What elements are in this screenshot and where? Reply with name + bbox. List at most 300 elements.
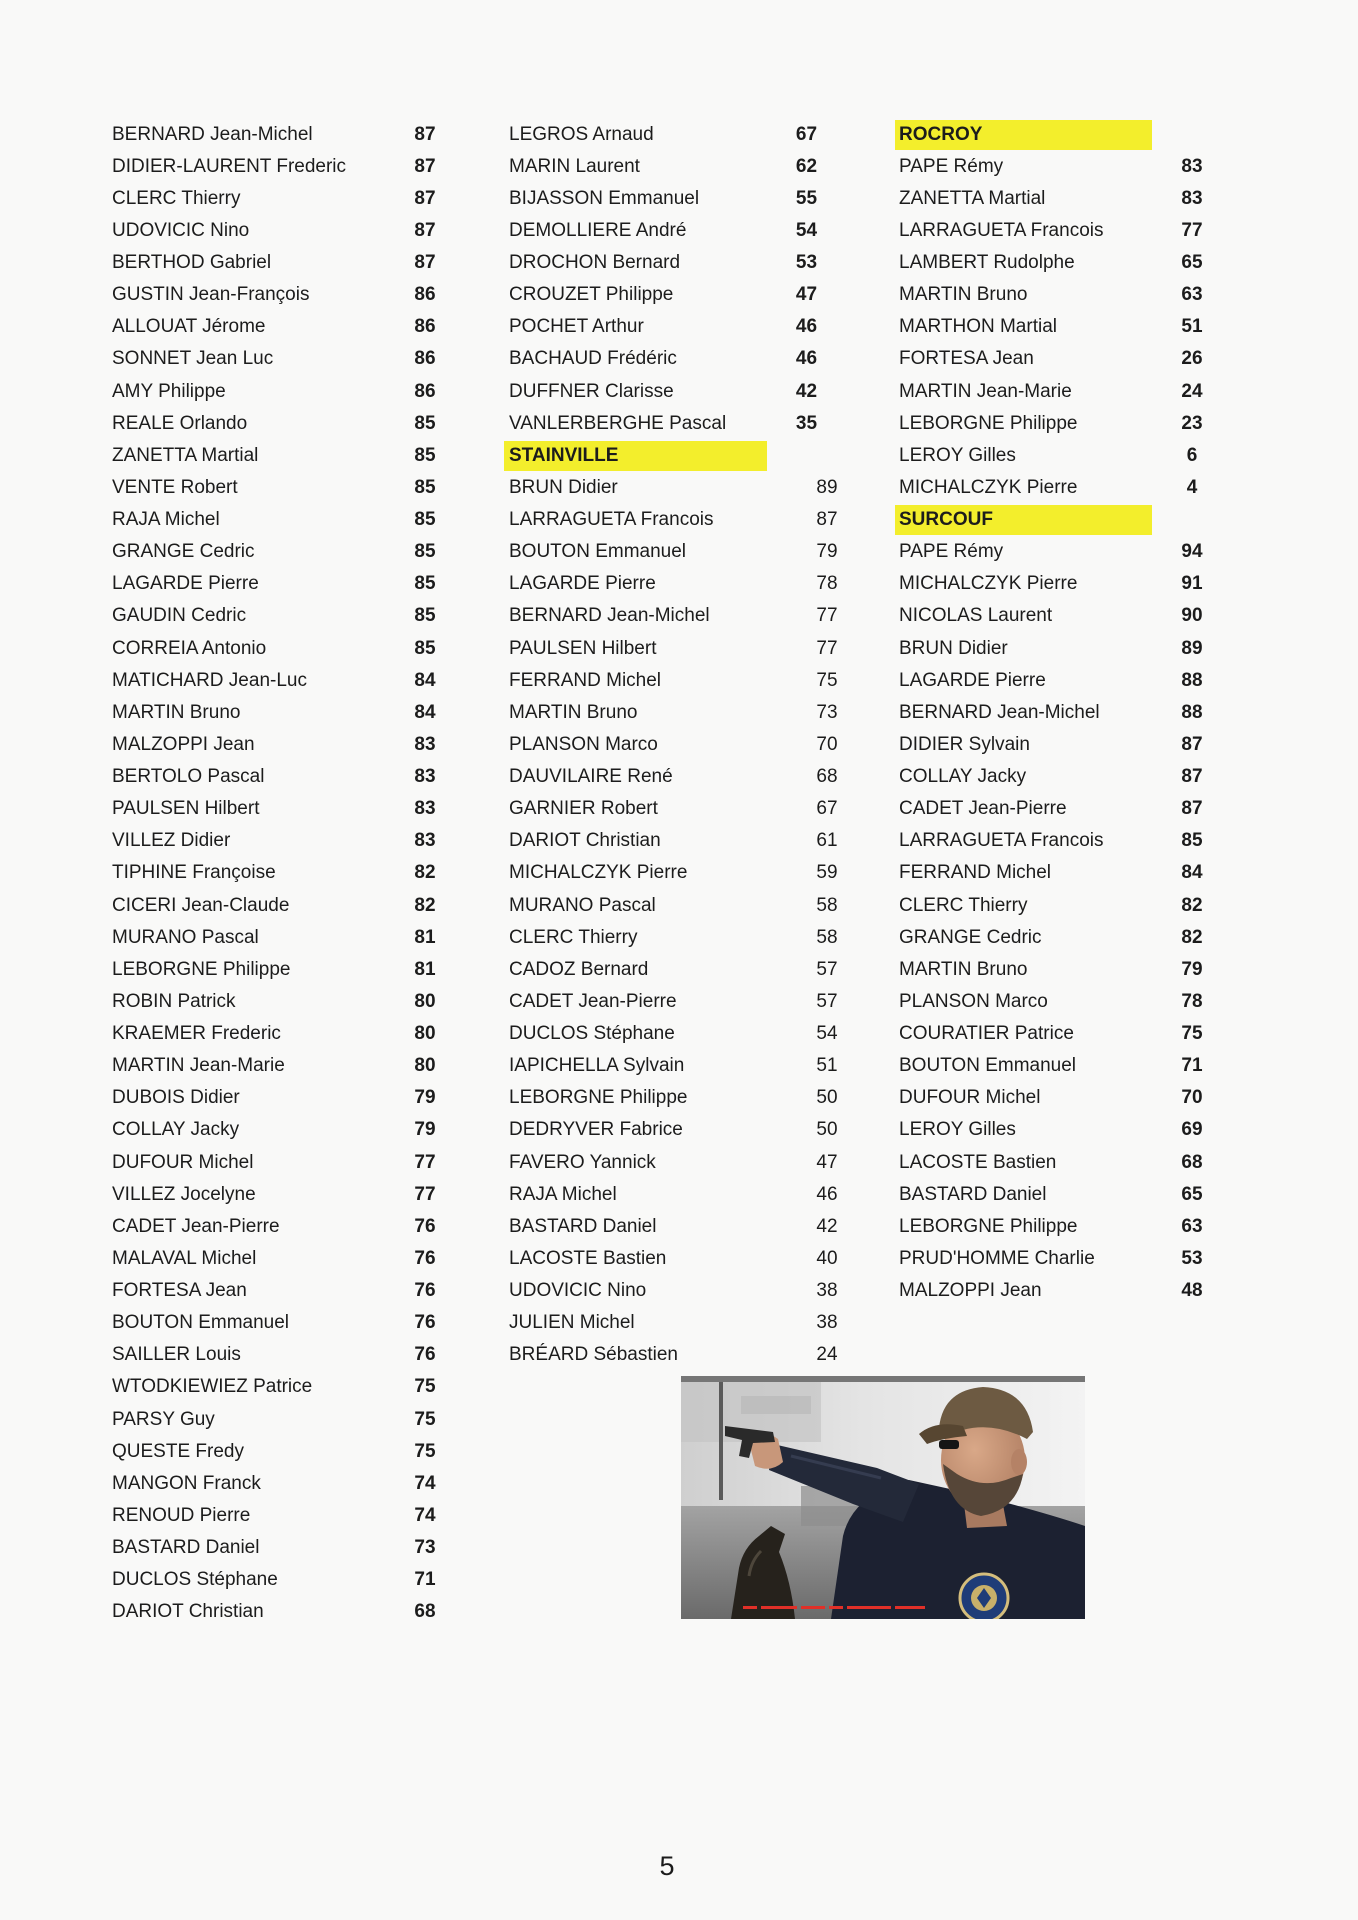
shooter-name: FAVERO Yannick xyxy=(509,1151,656,1173)
score-row xyxy=(112,343,440,375)
shooter-name: LEBORGNE Philippe xyxy=(112,958,291,980)
score-row xyxy=(899,986,1207,1018)
shooter-score: 85 xyxy=(414,637,436,659)
shooter-name: LARRAGUETA Francois xyxy=(509,509,714,530)
shooter-name: VENTE Robert xyxy=(112,476,238,498)
score-row xyxy=(509,986,842,1018)
shooter-name: FORTESA Jean xyxy=(112,1280,247,1301)
shooter-score: 87 xyxy=(414,123,436,145)
shooter-score: 86 xyxy=(414,316,436,338)
score-row xyxy=(899,1018,1207,1050)
shooter-name: PAULSEN Hilbert xyxy=(112,798,260,820)
shooter-name: DUFOUR Michel xyxy=(899,1087,1041,1109)
shooter-score: 65 xyxy=(1181,252,1203,273)
shooter-name: WTODKIEWIEZ Patrice xyxy=(112,1376,313,1398)
score-row xyxy=(509,761,842,793)
shooter-name: BERNARD Jean-Michel xyxy=(112,123,313,145)
shooter-name: COLLAY Jacky xyxy=(899,766,1027,787)
shooter-name: BASTARD Daniel xyxy=(112,1537,260,1558)
score-row xyxy=(899,633,1207,665)
score-row xyxy=(509,1339,842,1371)
shooter-name: TIPHINE Françoise xyxy=(112,862,276,884)
shooter-score: 75 xyxy=(816,669,838,691)
shooter-name: RENOUD Pierre xyxy=(112,1504,251,1526)
shooter-score: 53 xyxy=(795,252,818,273)
shooter-name: LEROY Gilles xyxy=(899,1119,1016,1141)
shooter-name: MANGON Franck xyxy=(112,1472,261,1494)
shooter-score: 77 xyxy=(816,605,838,627)
score-row xyxy=(509,857,842,889)
shooter-score: 63 xyxy=(1181,1215,1203,1237)
score-row xyxy=(112,1147,440,1179)
shooter-score: 86 xyxy=(414,380,436,402)
score-row xyxy=(509,1050,842,1082)
score-row xyxy=(112,1082,440,1114)
shooter-score: 87 xyxy=(1181,798,1203,820)
shooter-score: 87 xyxy=(414,252,436,273)
shooter-name: BRUN Didier xyxy=(899,637,1008,659)
shooter-score: 82 xyxy=(1181,894,1203,916)
score-row xyxy=(112,119,440,151)
score-row xyxy=(112,1018,440,1050)
score-row xyxy=(509,1114,842,1146)
shooter-score: 80 xyxy=(414,1023,436,1044)
score-row xyxy=(899,793,1207,825)
shooter-name: DUCLOS Stéphane xyxy=(509,1023,675,1044)
score-row xyxy=(112,857,440,889)
shooter-score: 94 xyxy=(1181,541,1203,563)
shooter-score: 78 xyxy=(816,573,838,595)
shooter-name: CADET Jean-Pierre xyxy=(509,990,677,1012)
shooter-score: 63 xyxy=(1181,284,1203,306)
score-row xyxy=(112,1339,440,1371)
score-row xyxy=(509,890,842,922)
score-row xyxy=(509,536,842,568)
score-row xyxy=(509,954,842,986)
score-row xyxy=(509,793,842,825)
shooter-score: 88 xyxy=(1181,669,1203,691)
shooter-score: 46 xyxy=(795,348,818,370)
shooter-score: 80 xyxy=(414,990,436,1012)
shooter-score: 46 xyxy=(795,316,818,338)
shooter-score: 74 xyxy=(414,1504,436,1526)
shooter-name: UDOVICIC Nino xyxy=(112,219,250,241)
shooter-name: VILLEZ Didier xyxy=(112,830,231,852)
shooter-name: MATICHARD Jean-Luc xyxy=(112,669,307,691)
shooter-name: CROUZET Philippe xyxy=(509,284,674,306)
shooter-score: 75 xyxy=(414,1408,436,1430)
shooter-name: SAILLER Louis xyxy=(112,1344,241,1366)
shooter-score: 54 xyxy=(816,1023,838,1044)
shooter-name: BOUTON Emmanuel xyxy=(509,541,687,563)
score-row xyxy=(899,1275,1207,1307)
score-row xyxy=(112,1371,440,1403)
score-row xyxy=(899,697,1207,729)
shooter-name: CORREIA Antonio xyxy=(112,637,267,659)
score-row xyxy=(899,568,1207,600)
shooter-score: 51 xyxy=(1181,316,1203,338)
shooter-score: 55 xyxy=(795,187,818,209)
surcouf-section xyxy=(899,505,1207,1307)
score-row xyxy=(112,1307,440,1339)
shooter-name: MARTHON Martial xyxy=(899,316,1057,338)
shooter-score: 48 xyxy=(1181,1280,1203,1301)
shooter-score: 62 xyxy=(795,155,818,177)
score-row xyxy=(112,568,440,600)
score-row xyxy=(112,633,440,665)
club-header: SURCOUF xyxy=(895,505,1152,535)
shooter-name: CLERC Thierry xyxy=(112,187,241,209)
shooter-score: 77 xyxy=(414,1183,436,1205)
shooter-name: POCHET Arthur xyxy=(509,316,644,338)
shooter-name: DUFOUR Michel xyxy=(112,1151,254,1173)
shooter-score: 78 xyxy=(1181,990,1203,1012)
shooter-score: 81 xyxy=(414,926,436,948)
shooter-name: BOUTON Emmanuel xyxy=(899,1055,1077,1077)
shooter-score: 76 xyxy=(414,1280,436,1301)
shooter-name: MARTIN Bruno xyxy=(899,284,1028,306)
shooter-name: VANLERBERGHE Pascal xyxy=(509,412,727,434)
score-row xyxy=(112,1564,440,1596)
shooter-name: BIJASSON Emmanuel xyxy=(509,187,700,209)
shooter-score: 75 xyxy=(414,1440,436,1462)
shooter-name: CADET Jean-Pierre xyxy=(112,1215,280,1237)
shooter-score: 50 xyxy=(816,1119,838,1141)
shooter-score: 76 xyxy=(414,1247,436,1269)
shooter-name: SONNET Jean Luc xyxy=(112,348,274,370)
score-row xyxy=(899,440,1207,472)
score-row xyxy=(899,890,1207,922)
shooter-name: LEGROS Arnaud xyxy=(509,123,654,145)
shooter-score: 59 xyxy=(816,862,838,884)
shooter-score: 38 xyxy=(816,1280,838,1301)
score-row xyxy=(112,600,440,632)
score-row xyxy=(509,922,842,954)
page-number: 5 xyxy=(659,1851,675,1881)
shooter-name: LAGARDE Pierre xyxy=(112,573,259,595)
shooter-score: 77 xyxy=(414,1151,436,1173)
shooter-score: 86 xyxy=(414,284,436,306)
shooter-name: PARSY Guy xyxy=(112,1408,215,1430)
shooter-name: COLLAY Jacky xyxy=(112,1119,240,1141)
shooter-score: 42 xyxy=(795,380,818,402)
score-row xyxy=(112,729,440,761)
score-row xyxy=(112,1596,440,1628)
shooter-score: 46 xyxy=(816,1183,838,1205)
score-row xyxy=(509,215,842,247)
shooter-score: 84 xyxy=(414,669,436,691)
shooter-name: AMY Philippe xyxy=(112,380,226,402)
shooter-name: FORTESA Jean xyxy=(899,348,1034,370)
shooter-score: 76 xyxy=(414,1344,436,1366)
shooter-name: DUBOIS Didier xyxy=(112,1087,240,1109)
shooter-score: 85 xyxy=(414,412,436,434)
shooter-name: CADOZ Bernard xyxy=(509,958,649,980)
shooter-name: LAGARDE Pierre xyxy=(509,573,656,595)
score-row xyxy=(112,1050,440,1082)
score-row xyxy=(112,183,440,215)
shooter-score: 24 xyxy=(1181,380,1203,402)
shooter-photo xyxy=(681,1376,1085,1619)
shooter-name: MURANO Pascal xyxy=(509,894,656,916)
shooter-name: DUCLOS Stéphane xyxy=(112,1569,278,1591)
shooter-name: LARRAGUETA Francois xyxy=(899,830,1104,852)
shooter-name: MARTIN Jean-Marie xyxy=(112,1055,285,1077)
shooter-name: IAPICHELLA Sylvain xyxy=(509,1055,685,1077)
score-row xyxy=(899,954,1207,986)
shooter-score: 87 xyxy=(816,509,838,530)
shooter-name: LEBORGNE Philippe xyxy=(899,412,1078,434)
shooter-name: JULIEN Michel xyxy=(509,1312,635,1334)
shooter-name: FERRAND Michel xyxy=(509,669,662,691)
shooter-name: CICERI Jean-Claude xyxy=(112,894,290,916)
score-row xyxy=(509,408,842,440)
score-row xyxy=(112,536,440,568)
score-row xyxy=(899,279,1207,311)
shooter-score: 77 xyxy=(816,637,838,659)
shooter-score: 91 xyxy=(1181,573,1203,595)
shooter-score: 83 xyxy=(414,830,436,852)
score-row xyxy=(899,247,1207,279)
score-row xyxy=(112,1500,440,1532)
shooter-score: 87 xyxy=(414,187,436,209)
score-row xyxy=(509,1243,842,1275)
shooter-score: 67 xyxy=(816,798,838,820)
score-row xyxy=(899,472,1207,504)
score-row xyxy=(509,311,842,343)
shooter-name: MARTIN Bruno xyxy=(112,701,241,723)
score-row xyxy=(112,1211,440,1243)
shooter-name: MICHALCZYK Pierre xyxy=(899,476,1078,498)
score-row xyxy=(509,1275,842,1307)
shooter-score: 38 xyxy=(816,1312,838,1334)
score-row xyxy=(509,343,842,375)
score-row xyxy=(899,825,1207,857)
score-row xyxy=(112,408,440,440)
shooter-score: 23 xyxy=(1181,412,1203,434)
shooter-score: 47 xyxy=(795,284,818,306)
shooter-name: GUSTIN Jean-François xyxy=(112,284,310,306)
score-row xyxy=(899,922,1207,954)
shooter-score: 80 xyxy=(414,1055,436,1077)
score-row xyxy=(509,1211,842,1243)
shooter-name: ALLOUAT Jérome xyxy=(112,316,266,338)
shooter-name: ROBIN Patrick xyxy=(112,990,236,1012)
shooter-name: ZANETTA Martial xyxy=(899,187,1046,209)
shooter-score: 70 xyxy=(1181,1087,1203,1109)
shooter-name: GAUDIN Cedric xyxy=(112,605,247,627)
score-row xyxy=(112,1436,440,1468)
shooter-score: 73 xyxy=(414,1537,436,1558)
score-row xyxy=(112,279,440,311)
shooter-name: CADET Jean-Pierre xyxy=(899,798,1067,820)
score-row xyxy=(509,504,842,536)
shooter-score: 69 xyxy=(1181,1119,1203,1141)
shooter-name: LEROY Gilles xyxy=(899,444,1016,466)
score-row xyxy=(509,697,842,729)
shooter-name: LAMBERT Rudolphe xyxy=(899,252,1075,273)
shooter-name: BASTARD Daniel xyxy=(509,1215,657,1237)
score-row xyxy=(112,440,440,472)
shooter-name: MARTIN Jean-Marie xyxy=(899,380,1072,402)
shooter-score: 76 xyxy=(414,1312,436,1334)
shooter-name: MICHALCZYK Pierre xyxy=(509,862,688,884)
shooter-name: PAPE Rémy xyxy=(899,541,1004,563)
score-row xyxy=(509,1307,842,1339)
shooter-score: 79 xyxy=(414,1119,436,1141)
shooter-name: BERTHOD Gabriel xyxy=(112,252,272,273)
shooter-score: 51 xyxy=(816,1055,838,1077)
score-row xyxy=(509,825,842,857)
shooter-score: 65 xyxy=(1181,1183,1203,1205)
shooter-name: VILLEZ Jocelyne xyxy=(112,1183,256,1205)
score-row xyxy=(899,1179,1207,1211)
score-row xyxy=(899,1147,1207,1179)
shooter-name: PAULSEN Hilbert xyxy=(509,637,657,659)
results-section xyxy=(112,119,440,1629)
score-row xyxy=(509,1147,842,1179)
score-row xyxy=(112,697,440,729)
club-header: ROCROY xyxy=(895,120,1152,150)
shooter-score: 89 xyxy=(1181,637,1203,659)
shooter-name: MARIN Laurent xyxy=(509,155,640,177)
shooter-score: 85 xyxy=(414,541,436,563)
shooter-score: 57 xyxy=(816,958,838,980)
shooter-score: 68 xyxy=(1181,1151,1203,1173)
shooter-name: MALAVAL Michel xyxy=(112,1247,257,1269)
score-row xyxy=(112,1243,440,1275)
score-row xyxy=(112,504,440,536)
shooter-score: 71 xyxy=(414,1569,436,1591)
shooter-score: 85 xyxy=(414,444,436,466)
results-column-2 xyxy=(509,119,842,1372)
shooter-score: 83 xyxy=(414,766,436,787)
score-row xyxy=(899,343,1207,375)
shooter-score: 50 xyxy=(816,1087,838,1109)
shooter-score: 75 xyxy=(414,1376,436,1398)
score-row xyxy=(509,1018,842,1050)
shooter-name: DROCHON Bernard xyxy=(509,252,681,273)
score-row xyxy=(112,311,440,343)
score-row xyxy=(509,729,842,761)
shooter-name: REALE Orlando xyxy=(112,412,248,434)
score-row xyxy=(112,1179,440,1211)
rocroy-section xyxy=(899,120,1207,505)
results-section xyxy=(509,119,842,440)
results-column-1 xyxy=(112,119,440,1629)
shooter-score: 84 xyxy=(414,701,436,723)
shooter-name: MARTIN Bruno xyxy=(509,701,638,723)
shooter-name: MICHALCZYK Pierre xyxy=(899,573,1078,595)
shooter-score: 70 xyxy=(816,733,838,755)
score-row xyxy=(112,890,440,922)
shooter-name: MALZOPPI Jean xyxy=(899,1280,1042,1301)
score-row xyxy=(112,954,440,986)
score-row xyxy=(899,857,1207,889)
shooter-name: RAJA Michel xyxy=(509,1183,617,1205)
shooter-name: UDOVICIC Nino xyxy=(509,1280,647,1301)
score-row xyxy=(899,761,1207,793)
score-row xyxy=(112,761,440,793)
shooter-name: GRANGE Cedric xyxy=(899,926,1042,948)
score-row xyxy=(112,1468,440,1500)
shooter-name: FERRAND Michel xyxy=(899,862,1052,884)
shooter-score: 24 xyxy=(816,1344,838,1366)
shooter-name: DARIOT Christian xyxy=(112,1601,264,1623)
score-row xyxy=(509,183,842,215)
score-row xyxy=(899,311,1207,343)
shooter-score: 42 xyxy=(816,1215,838,1237)
score-row xyxy=(899,408,1207,440)
shooter-name: MARTIN Bruno xyxy=(899,958,1028,980)
shooter-score: 79 xyxy=(1181,958,1203,980)
shooter-score: 54 xyxy=(795,219,818,241)
shooter-name: DIDIER-LAURENT Frederic xyxy=(112,155,347,177)
score-row xyxy=(112,793,440,825)
club-header: STAINVILLE xyxy=(504,441,767,471)
score-row xyxy=(112,151,440,183)
shooter-score: 82 xyxy=(1181,926,1203,948)
shooter-score: 82 xyxy=(414,894,436,916)
shooter-name: ZANETTA Martial xyxy=(112,444,259,466)
shooter-name: GARNIER Robert xyxy=(509,798,658,820)
shooter-name: CLERC Thierry xyxy=(899,894,1028,916)
shooter-name: PRUD'HOMME Charlie xyxy=(899,1247,1095,1269)
shooter-name: BERNARD Jean-Michel xyxy=(509,605,710,627)
score-row xyxy=(899,376,1207,408)
shooter-score: 87 xyxy=(414,155,436,177)
score-row xyxy=(899,1050,1207,1082)
shooter-score: 81 xyxy=(414,958,436,980)
shooter-name: LACOSTE Bastien xyxy=(899,1151,1057,1173)
shooter-score: 83 xyxy=(1181,187,1203,209)
shooter-name: GRANGE Cedric xyxy=(112,541,255,563)
shooter-name: MURANO Pascal xyxy=(112,926,259,948)
shooter-score: 83 xyxy=(414,733,436,755)
shooter-name: QUESTE Fredy xyxy=(112,1440,244,1462)
score-row xyxy=(899,1243,1207,1275)
score-row xyxy=(112,472,440,504)
score-row xyxy=(509,600,842,632)
shooter-score: 74 xyxy=(414,1472,436,1494)
score-row xyxy=(112,215,440,247)
shooter-name: BERNARD Jean-Michel xyxy=(899,701,1100,723)
score-row xyxy=(112,1404,440,1436)
score-row xyxy=(509,472,842,504)
score-row xyxy=(509,568,842,600)
shooter-score: 58 xyxy=(816,926,838,948)
shooter-name: PLANSON Marco xyxy=(509,733,658,755)
shooter-score: 84 xyxy=(1181,862,1203,884)
score-row xyxy=(509,247,842,279)
score-row xyxy=(509,1179,842,1211)
shooter-score: 85 xyxy=(414,476,436,498)
shooter-name: LACOSTE Bastien xyxy=(509,1247,667,1269)
shooter-name: NICOLAS Laurent xyxy=(899,605,1053,627)
shooter-score: 79 xyxy=(414,1087,436,1109)
score-row xyxy=(509,665,842,697)
shooter-name: BASTARD Daniel xyxy=(899,1183,1047,1205)
shooter-name: BRÉARD Sébastien xyxy=(509,1344,678,1366)
score-row xyxy=(509,1082,842,1114)
score-row xyxy=(112,247,440,279)
score-row xyxy=(899,1114,1207,1146)
shooter-score: 87 xyxy=(1181,766,1203,787)
shooter-score: 85 xyxy=(1181,830,1203,852)
shooter-score: 57 xyxy=(816,990,838,1012)
shooter-name: BOUTON Emmanuel xyxy=(112,1312,290,1334)
shooter-score: 83 xyxy=(1181,155,1203,177)
